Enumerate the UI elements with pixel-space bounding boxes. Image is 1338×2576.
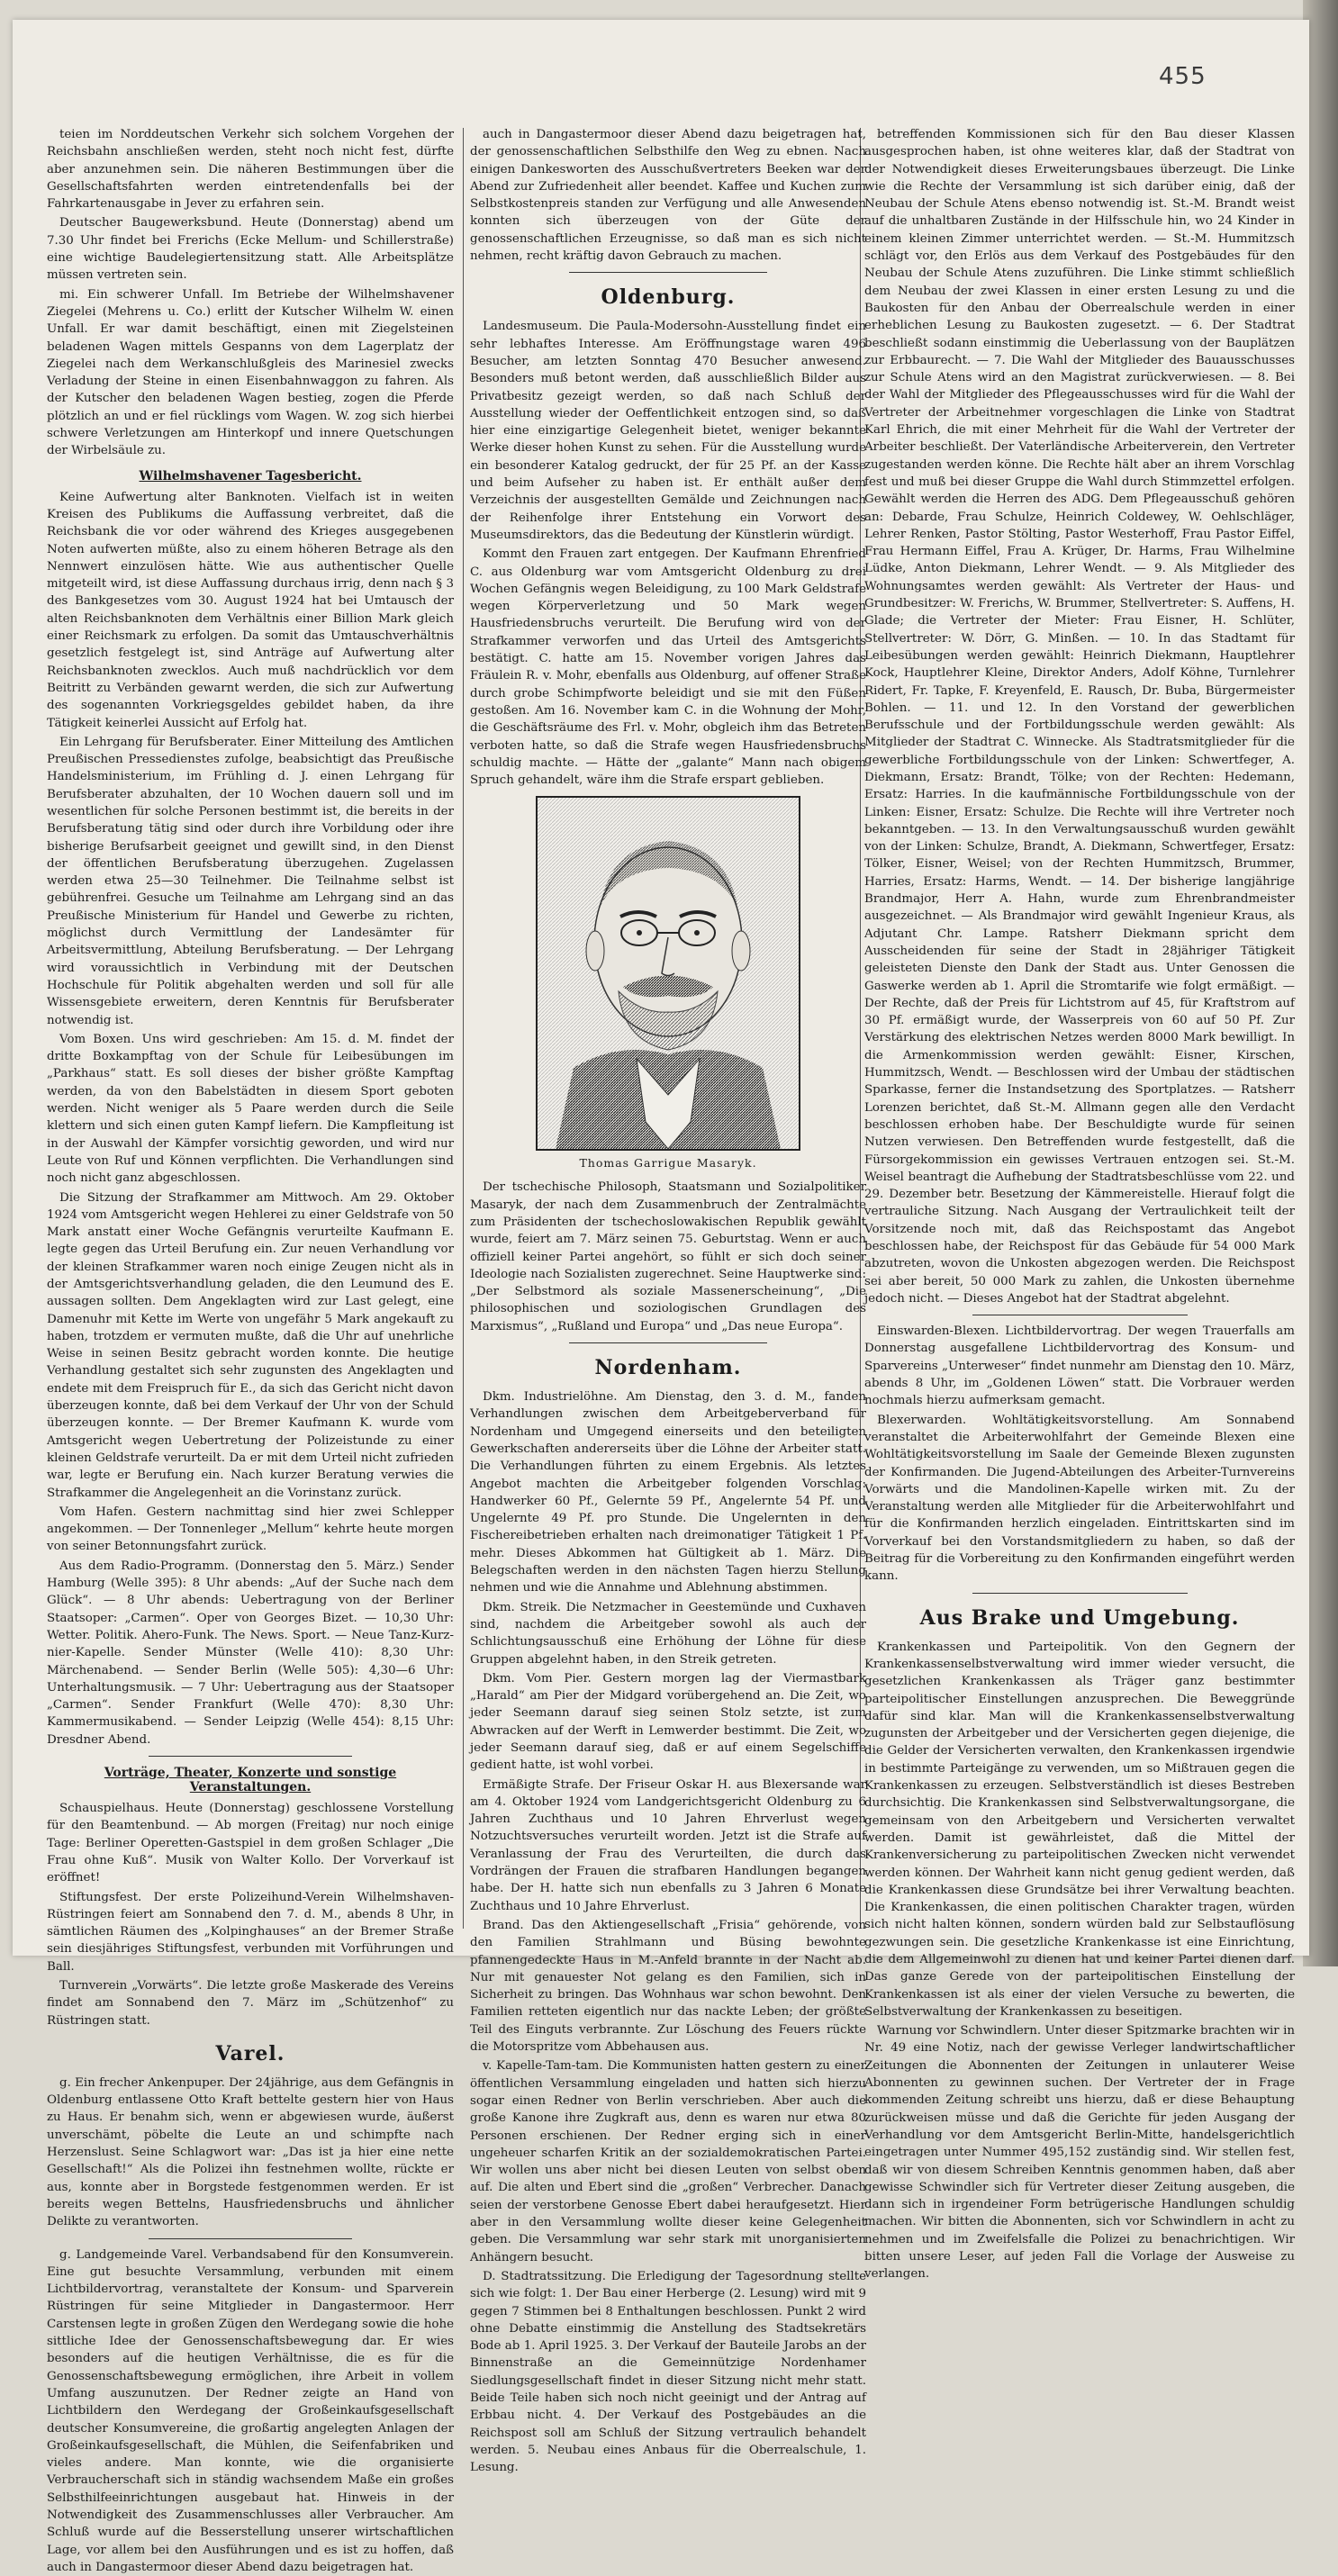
article-paragraph: Blexerwarden. Wohltätigkeitsvorstellung. Am Sonnabend veranstaltet die Arbeiterwohlfahrt der Gemeinde Blexen eine Wohltätigkeitsvorstellung im Saale der Gemeinde Blexen zugunsten der Konfirmanden. Die Jugend-Abteilungen des Arbeiter-Turnvereins Vorwärts und die Mandolinen-Kapelle wirken mit. Zu der Veranstaltung werden alle Mitglieder für die Arbeiterwohlfahrt und für die Konfirmanden herzlich eingeladen. Eintrittskarten sind im Vorverkauf bei den Vorstandsmitgliedern zu haben, so daß der Beitrag für die Vorbereitung zu den Konfirmanden eingeführt werden kann. bbox=[864, 1413, 1295, 1584]
article-paragraph: betreffenden Kommissionen sich für den Bau dieser Klassen ausgesprochen haben, ist ohne weiteres klar, daß der Stadtrat von der Notwendigkeit dieses Erweiterungsbaues überzeugt. Die Linke wie die Rechte der Versammlung ist sich darüber einig, daß der Neubau der Schule Atens ebenso notwendig ist. St.-M. Brandt weist auf die unhaltbaren Zustände in der Hilfsschule hin, wo 24 Kinder in einem kleinen Zimmer unterrichtet werden. — St.-M. Hummitzsch schlägt vor, den Erlös aus dem Verkauf des Postgebäudes für den Neubau der Schule Atens zuzuführen. Die Linke stimmt schließlich dem Neubau der zwei Klassen in einer ersten Lesung zu und die Baukosten für den Anbau der Oberrealschule werden in einer erheblichen Lesung zu Baukosten zugesetzt. — 6. Der Stadtrat beschließt sodann einstimmig die Ueberlassung von der Bauplätzen zur Erbbaurecht. — 7. Die Wahl der Mitglieder des Bauausschusses zur Schule Atens wird an den Magistrat zurückverwiesen. — 8. Bei der Wahl der Mitglieder des Pflegeausschusses wird für die Wahl der Vertreter der Arbeitnehmer vorgeschlagen die Linke von Stadtrat Karl Ehrich, die mit einer Mehrheit für die Wahl der Vertreter der Arbeiter beschließt. Der Vaterländische Arbeiterverein, den Vertreter zugestanden werden könne. Die Rechte hält aber an ihrem Vorschlag fest und muß bei dieser Gruppe die Wahl durch Stimmzettel erfolgen. Gewählt werden die Herren des ADG. Dem Pflegeausschuß gehören an: Debarde, Frau Schulze, Heinrich Coldewey, W. Oehlschläger, Lehrer Renken, Pastor Stölting, Pastor Westerhoff, Frau Pastor Eiffel, Frau Hermann Eiffel, Frau A. Krüger, Dr. Harms, Frau Wilhelmine Lüdke, Anton Diekmann, Lehrer Wendt. — 9. Als Mitglieder des Wohnungsamtes werden gewählt: Als Vertreter der Haus- und Grundbesitzer: W. Frerichs, W. Brummer, Stellvertreter: S. Auffens, H. Glade; die Vertreter der Mieter: Frau Eisner, H. Schlüter, Stellvertreter: W. Dörr, G. Minßen. — 10. In das Stadtamt für Leibesübungen werden gewählt: Heinrich Diekmann, Hauptlehrer Kock, Hauptlehrer Kleine, Direktor Anders, Adolf Köhne, Turnlehrer Ridert, Fr. Tapke, F. Kreyenfeld, E. Rausch, Dr. Buba, Bürgermeister Bohlen. — 11. und 12. In den Vorstand der gewerblichen Berufsschule und der Fortbildungsschule werden gewählt: Als Mitglieder der Stadtrat C. Winnecke. Als Stadtratsmitglieder für die gewerbliche Fortbildungsschule von der Linken: Schwertfeger, A. Diekmann, Ersatz: Brandt, Tölke; von der Rechten: Hedemann, Ersatz: Harries. In die kaufmännische Fortbildungsschule von der Linken: Eisner, Ersatz: Schulze. Die Rechte will ihre Vertreter noch bekanntgeben. — 13. In den Verwaltungsausschuß wurden gewählt von der Linken: Schulze, Brandt, A. Diekmann, Schwertfeger, Ersatz: Tölker, Eisner, Weisel; von der Rechten Hummitzsch, Brummer, Harries, Ersatz: Harms, Wendt. — 14. Der bisherige langjährige Brandmajor, Herr A. Hahn, wurde zum Ehrenbrandmeister ausgezeichnet. — Als Brandmajor wird gewählt Ingenieur Kraus, als Adjutant Chr. Lampe. Ratsherr Diekmann spricht dem Ausscheidenden für seine der Stadt in 28jähriger Tätigkeit geleisteten Dienste den Dank der Stadt aus. Unter Genossen die Gaswerke werden ab 1. April die Stromtarife wie folgt ermäßigt. — Der Rechte, daß der Preis für Lichtstrom auf 45, für Kraftstrom auf 30 Pf. ermäßigt wurde, der Wasserpreis von 60 auf 50 Pf. Zur Verstärkung des elektrischen Netzes werden 8000 Mark bewilligt. In die Armenkommission werden gewählt: Eisner, Kirschen, Hummitzsch, Wendt. — Beschlossen wird der Umbau der städtischen Sparkasse, ferner die Instandsetzung des Sportplatzes. — Ratsherr Lorenzen berichtet, daß St.-M. Allmann gegen alle den Verdacht beschlossen erhoben habe. Der Beschuldigte wurde für seinen Nutzen verwiesen. Den Betreffenden wurde festgestellt, daß die Fürsorgekommission ein gewisses Vertrauen entzogen sei. St.-M. Weisel beantragt die Aufhebung der Stadtratsbeschlüsse vom 22. und 29. Dezember betr. Besetzung der Kämmereistelle. Hierauf folgt die vertrauliche Sitzung. Nach Ausgang der Vertraulichkeit teilt der Vorsitzende noch mit, daß das Reichspostamt das Angebot beschlossen habe, der Reichspost für das Gebäude für 54 000 Mark abzutreten, wovon die Unkosten abgezogen werden. Die Reichspost sei aber bereit, 50 000 Mark zu zahlen, die Unkosten übernehme jedoch nicht. — Dieses Angebot hat der Stadtrat abgelehnt. bbox=[864, 128, 1295, 1306]
divider bbox=[149, 1756, 352, 1757]
divider bbox=[972, 1593, 1188, 1594]
section-heading-oldenburg: Oldenburg. bbox=[601, 285, 736, 310]
portrait-illustration bbox=[536, 796, 800, 1151]
article-paragraph: Brand. Das den Aktiengesellschaft „Frisia“ gehörende, von den Familien Strahlmann und Büsing bewohnte pfannengedeckte Haus in M.-Anfeld brannte in der Nacht ab. Nur mit genauester Not gelang es den Familien, sich in Sicherheit zu bringen. Das Wohnhaus war schon bewohnt. Den Familien retteten eigentlich nur das nackte Leben; der größte Teil des Einguts verbrannte. Zur Löschung des Feuers rückte die Motorspritze vom Abbehausen aus. bbox=[470, 1918, 866, 2055]
column-2 bbox=[470, 126, 866, 2475]
column-1 bbox=[47, 126, 454, 2574]
article-paragraph: g. Landgemeinde Varel. Verbandsabend für den Konsumverein. Eine gut besuchte Versammlung, verbunden mit einem Lichtbildervortrag, veranstaltete der Konsum- und Sparverein Rüstringen für seine Mitglieder in Dangastermoor. Herr Carstensen legte in großen Zügen den Werdegang sowie die hohe sittliche Idee der Genossenschaftsbewegung dar. Er wies besonders auf die heutigen Verhältnisse, die es für die Genossenschaftsbewegung ermöglichen, ihre Arbeit in vollem Umfang auszunutzen. Der Redner zeigte an Hand von Lichtbildern den Werdegang der Großeinkaufsgesellschaft deutscher Konsumvereine, die großartig angelegten Anlagen der Großeinkaufsgesellschaft, die Mühlen, die Seifenfabriken und vieles andere. Man konnte, wie die organisierte Verbraucherschaft sich in ständig wachsendem Maße ein großes Selbsthilfeeinrichtungen ausgebaut hat. Hinweis in der Notwendigkeit des Zusammenschlusses aller Verbraucher. Am Schluß wurde auf die Besserstellung unserer wirtschaftlichen Lage, vor allem bei den Ausführungen und es ist zu hoffen, daß auch in Dangastermoor dieser Abend dazu beigetragen hat. bbox=[47, 2247, 454, 2574]
article-paragraph: Kommt den Frauen zart entgegen. Der Kaufmann Ehrenfried C. aus Oldenburg war vom Amtsgericht Oldenburg zu drei Wochen Gefängnis wegen Beleidigung, zu 100 Mark Geldstrafe wegen Körperverletzung und 50 Mark wegen Hausfriedensbruchs verurteilt. Die Berufung wird von der Strafkammer verworfen und das Urteil des Amtsgerichts bestätigt. C. hatte am 15. November vorigen Jahres das Fräulein R. v. Mohr, ebenfalls aus Oldenburg, auf offener Straße durch grobe Schimpfworte beleidigt und sie mit den Füßen gestoßen. Am 16. November kam C. in die Wohnung der Mohr, die Geschäftsräume des Frl. v. Mohr, obgleich ihm das Betreten verboten hatte, so daß die Strafe wegen Hausfriedensbruchs schuldig machte. — Hätte der „galante“ Mann nach obigem Spruch gehandelt, wäre ihm die Strafe erspart geblieben. bbox=[470, 547, 866, 788]
article-paragraph: mi. Ein schwerer Unfall. Im Betriebe der Wilhelmshavener Ziegelei (Mehrens u. Co.) erlitt der Kutscher Wilhelm W. einen Unfall. Er war damit beschäftigt, einen mit Ziegelsteinen beladenen Wagen mittels Gespanns von dem Lagerplatz der Ziegelei nach dem Werkanschlußgleis des Marinesiel zwecks Verladung der Steine in einen Eisenbahnwaggon zu fahren. Als der Kutscher den beladenen Wagen bestieg, zogen die Pferde plötzlich an und er fiel rücklings vom Wagen. W. zog sich hierbei schwere Verletzungen am Hinterkopf und innere Quetschungen der Wirbelsäule zu. bbox=[47, 287, 454, 458]
article-paragraph: Krankenkassen und Parteipolitik. Von den Gegnern der Krankenkassenselbstverwaltung wird immer wieder versucht, die gesetzlichen Krankenkassen als Träger ganz bestimmter parteipolitischer Einstellungen anzusprechen. Die Beweggründe dafür sind klar. Man will die Krankenkassenselbstverwaltung zugunsten der Arbeitgeber und der Versicherten gegen diejenige, die die Gelder der Versicherten verwalten, den Krankenkassen irgendwie in bestimmte Parteigänge zu verwenden, um so Mißtrauen gegen die Krankenkassen zu erzeugen. Selbstverständlich ist dieses Bestreben durchsichtig. Die Krankenkassen sind Selbstverwaltungsorgane, die gemeinsam von den Arbeitgebern und Versicherten verwaltet werden. Damit ist gewährleistet, daß die Mittel der Krankenversicherung zu parteipolitischen Zwecken nicht verwendet werden können. Der Wahrheit kann nicht genug gedient werden, daß die Krankenkassen diese Grundsätze bei ihrer Verwaltung beachten. Die Krankenkassen, die einen politischen Charakter tragen, würden sich nicht halten können, sondern würden bald zur Selbstauflösung gezwungen sein. Die gesetzliche Krankenkasse ist eine Einrichtung, die dem Allgemeinwohl zu dienen hat und keiner Partei dienen darf. Das ganze Gerede von der parteipolitischen Einstellung der Krankenkassen ist als einer der vielen Versuche zu bewerten, die Selbstverwaltung der Krankenkassen zu beseitigen. bbox=[864, 1640, 1295, 2019]
article-paragraph: Einswarden-Blexen. Lichtbildervortrag. Der wegen Trauerfalls am Donnerstag ausgefallene Lichtbildervortrag des Konsum- und Sparvereins „Unterweser“ findet nunmehr am Dienstag den 10. März, abends 8 Uhr, im „Goldenen Löwen“ statt. Die Vorbrauer werden nochmals hierzu aufmerksam gemacht. bbox=[864, 1324, 1295, 1408]
divider bbox=[569, 272, 767, 273]
article-paragraph: Turnverein „Vorwärts“. Die letzte große Maskerade des Vereins findet am Sonnabend den 7. März im „Schützenhof“ zu Rüstringen statt. bbox=[47, 1978, 454, 2028]
section-heading-nordenham: Nordenham. bbox=[594, 1356, 742, 1380]
article-paragraph: Aus dem Radio-Programm. (Donnerstag den 5. März.) Sender Hamburg (Welle 395): 8 Uhr abends: „Auf der Suche nach dem Glück“. — 8 Uhr abends: Uebertragung von der Berliner Staatsoper: „Carmen“. Oper von Georges Bizet. — 10,30 Uhr: Wetter. Politik. Ahero-Funk. The News. Sport. — Neue Tanz-Kurz-nier-Kapelle. Sender Münster (Welle 410): 8,30 Uhr: Märchenabend. — Sender Berlin (Welle 505): 4,30—6 Uhr: Unterhaltungsmusik. — 7 Uhr: Uebertragung aus der Staatsoper „Carmen“. Sender Frankfurt (Welle 470): 8,30 Uhr: Kammermusikabend. — Sender Leipzig (Welle 454): 8,15 Uhr: Dresdner Abend. bbox=[47, 1559, 454, 1747]
portrait-masaryk-image bbox=[538, 798, 799, 1149]
article-paragraph: Die Sitzung der Strafkammer am Mittwoch. Am 29. Oktober 1924 vom Amtsgericht wegen Hehlerei zu einer Geldstrafe von 50 Mark anstatt einer Woche Gefängnis verurteilte Kaufmann E. legte gegen das Urteil Berufung ein. Zur neuen Verhandlung vor der kleinen Strafkammer waren noch einige Zeugen nicht als in der Amtsgerichtsverhandlung geladen, die den Leumund des E. aussagen sollten. Dem Angeklagten wird zur Last gelegt, eine Damenuhr mit Kette im Werte von ungefähr 5 Mark angekauft zu haben, trotzdem er vermuten mußte, daß die Uhr auf unehrliche Weise in seinen Besitz gebracht worden konnte. Die heutige Verhandlung gestaltet sich sehr zugunsten des Angeklagten und endete mit dem Freispruch für E., da sich das Gericht nicht davon überzeugen konnte, daß bei dem Verkauf der Uhr von der Schuld überzeugen konnte. — Der Bremer Kaufmann K. wurde vom Amtsgericht wegen Uebertretung der Polizeistunde zu einer kleinen Geldstrafe verurteilt. Da er mit dem Urteil nicht zufrieden war, legte er Berufung ein. Nach kurzer Beratung verwies die Strafkammer die Angelegenheit an die Vorinstanz zurück. bbox=[47, 1190, 454, 1500]
article-paragraph: g. Ein frecher Ankenpuper. Der 24jährige, aus dem Gefängnis in Oldenburg entlassene Otto Kraft bettelte gestern hier von Haus zu Haus. Er benahm sich, wenn er abgewiesen wurde, äußerst unverschämt, pöbelte die Leute an und schimpfte nach Herzenslust. Seine Schlagwort war: „Das ist ja hier eine nette Gesellschaft!“ Als die Polizei ihn festnehmen wollte, rückte er aus, konnte aber in Borgstede festgenommen werden. Er ist bereits wegen Bettelns, Hausfriedensbruchs und ähnlicher Delikte zu verantworten. bbox=[47, 2075, 454, 2229]
newspaper-page bbox=[13, 20, 1309, 2574]
article-paragraph: Dkm. Streik. Die Netzmacher in Geestemünde und Cuxhaven sind, nachdem die Arbeitgeber sowohl als auch der Schlichtungsausschuß eine Erhöhung der Löhne für diese Gruppen abgelehnt haben, in den Streik getreten. bbox=[470, 1600, 866, 1667]
article-paragraph: auch in Dangastermoor dieser Abend dazu beigetragen hat, der genossenschaftlichen Selbsthilfe den Weg zu ebnen. Nach einigen Dankesworten des Ausschußvertreters Beeken war der Abend zur Zufriedenheit aller beendet. Kaffee und Kuchen zum Selbstkostenpreis standen zur Verfügung und alle Anwesenden konnten sich überzeugen von der Güte der genossenschaftlichen Erzeugnisse, so daß man es sich nicht nehmen, recht kräftig davon Gebrauch zu machen. bbox=[470, 128, 866, 264]
article-paragraph: v. Kapelle-Tam-tam. Die Kommunisten hatten gestern zu einer öffentlichen Versammlung eingeladen und hatten sich hierzu sogar einen Redner von Berlin verschrieben. Aber auch die große Kanone ihre Zugkraft aus, denn es waren nur etwa 80 Personen erschienen. Der Redner erging sich in einer ungeheuer scharfen Kritik an der sozialdemokratischen Partei. Wir wollen uns aber nicht bei diesen Leuten von selbst oben auf. Die alten und Ebert sind die „großen“ Verbrecher. Danach seien der verstorbene Genosse Ebert dabei heraufgesetzt. Hier aber in den Versammlung wollte dieser keine Gelegenheit geben. Die Versammlung war sehr stark mit unorganisierten Anhängern besucht. bbox=[470, 2059, 866, 2264]
divider bbox=[569, 1342, 767, 1343]
page-number: 455 bbox=[1159, 63, 1207, 90]
article-paragraph: Dkm. Vom Pier. Gestern morgen lag der Viermastbark „Harald“ am Pier der Midgard vorübergehend an. Die Zeit, wo jeder Seemann darauf sieg seinen Stolz setzte, ist zum Abwracken auf der Werft in Lemwerder bestimmt. Die Zeit, wo jeder Seemann darauf sieg, daß er auf einem Segelschiffe gedient hatte, ist wohl vorbei. bbox=[470, 1671, 866, 1773]
divider bbox=[149, 2238, 352, 2239]
article-paragraph: Vom Boxen. Uns wird geschrieben: Am 15. d. M. findet der dritte Boxkampftag von der Schule für Leibesübungen im „Parkhaus“ statt. Es soll dieses der bisher größte Kampftag werden, da von den Babelstädten in diesem Sport geboten werden. Nicht weniger als 5 Paare werden durch die Seile klettern und sich einen guten Kampf liefern. Die Kampfleitung ist in der Auswahl der Kämpfer vorsichtig geworden, und wird nur Leute von Ruf und Können verpflichten. Die Verhandlungen sind noch nicht ganz abgeschlossen. bbox=[47, 1032, 454, 1186]
article-paragraph: teien im Norddeutschen Verkehr sich solchem Vorgehen der Reichsbahn anschließen werden, steht noch nicht fest, dürfte aber anzunehmen sein. Die näheren Bestimmungen über die Gesellschaftsfahrten werden eintretendenfalls bei der Fahrkartenausgabe in Jever zu erfahren sein. bbox=[47, 128, 454, 212]
article-paragraph: Vom Hafen. Gestern nachmittag sind hier zwei Schlepper angekommen. — Der Tonnenleger „Mellum“ kehrte heute morgen von seiner Betonnungsfahrt zurück. bbox=[47, 1505, 454, 1554]
portrait-caption: Thomas Garrigue Masaryk. bbox=[579, 1156, 757, 1170]
column-rule-1 bbox=[463, 128, 464, 1929]
article-paragraph: Schauspielhaus. Heute (Donnerstag) geschlossene Vorstellung für den Beamtenbund. — Ab morgen (Freitag) nur noch einige Tage: Berliner Operetten-Gastspiel in dem großen Schlager „Die Frau ohne Kuß“. Musik von Walter Kollo. Der Vorverkauf ist eröffnet! bbox=[47, 1802, 454, 1885]
article-paragraph: Ermäßigte Strafe. Der Friseur Oskar H. aus Blexersande war am 4. Oktober 1924 vom Landgerichtsgericht Oldenburg zu 6 Jahren Zuchthaus und 10 Jahren Ehrverlust wegen Notzuchtsversuches verurteilt worden. Jetzt ist die Strafe auf Veranlassung der Frau des Verurteilten, die durch das Vordrängen der Frauen die strafbaren Handlungen begangen habe. Der H. hatte sich nun ebenfalls zu 3 Jahren 6 Monate Zuchthaus und 10 Jahre Ehrverlust. bbox=[470, 1777, 866, 1913]
column-3 bbox=[864, 126, 1295, 2282]
section-heading-varel: Varel. bbox=[215, 2041, 285, 2065]
article-paragraph: Ein Lehrgang für Berufsberater. Einer Mitteilung des Amtlichen Preußischen Pressedienstes zufolge, beabsichtigt das Preußische Handelsministerium, im Frühling d. J. einen Lehrgang für Berufsberater abzuhalten, der 10 Wochen dauern soll und im wesentlichen für solche Personen bestimmt ist, die bereits in der Berufsberatung tätig sind oder durch ihre Vorbildung oder ihre bisherige Berufsarbeit geeignet und gewillt sind, in den Dienst der öffentlichen Berufsberatung überzugehen. Zugelassen werden etwa 25—30 Teilnehmer. Die Teilnahme selbst ist gebührenfrei. Gesuche um Teilnahme am Lehrgang sind an das Preußische Ministerium für Handel und Gewerbe zu richten, möglichst durch Vermittlung der Landesämter für Arbeitsvermittlung, Abteilung Berufsberatung. — Der Lehrgang wird voraussichtlich in Verbindung mit der Deutschen Hochschule für Politik abgehalten werden und soll für alle Wissensgebiete erweitern, deren Kenntnis für Berufsberater notwendig ist. bbox=[47, 735, 454, 1027]
article-paragraph: Keine Aufwertung alter Banknoten. Vielfach ist in weiten Kreisen des Publikums die Auffassung verbreitet, daß die Reichsbank die vor oder während des Krieges ausgegebenen Noten aufwerten müßte, also zu einem höheren Betrage als den Nennwert einzulösen hätte. Wie aus authentischer Quelle mitgeteilt wird, ist diese Auffassung durchaus irrig, denn nach § 3 des Bankgesetzes vom 30. August 1924 hat bei Umtausch der alten Reichsbanknoten dem Verhältnis einer Billion Mark gleich einer Reichsmark zu erfolgen. Da somit das Umtauschverhältnis gesetzlich festgelegt ist, sind Anträge auf Aufwertung alter Reichsbanknoten zwecklos. Auch muß nachdrücklich vor dem Beitritt zu Verbänden gewarnt werden, die sich zur Aufwertung des sogenannten Vorkriegsgeldes gebildet haben, da ihre Tätigkeit keinerlei Aussicht auf Erfolg hat. bbox=[47, 490, 454, 730]
article-paragraph: Stiftungsfest. Der erste Polizeihund-Verein Wilhelmshaven-Rüstringen feiert am Sonnabend den 7. d. M., abends 8 Uhr, in sämtlichen Räumen des „Kolpinghauses“ an der Bremer Straße sein diesjähriges Stiftungsfest, verbunden mit Vorführungen und Ball. bbox=[47, 1890, 454, 1974]
article-paragraph: Deutscher Baugewerksbund. Heute (Donnerstag) abend um 7.30 Uhr findet bei Frerichs (Ecke Mellum- und Schillerstraße) eine wichtige Baudelegiertensitzung statt. Alle Arbeitsplätze müssen vertreten sein. bbox=[47, 216, 454, 283]
section-heading-events: Vorträge, Theater, Konzerte und sonstige Veranstaltungen. bbox=[104, 1766, 397, 1795]
article-paragraph: Dkm. Industrielöhne. Am Dienstag, den 3. d. M., fanden Verhandlungen zwischen dem Arbeitgeberverband für Nordenham und Umgegend einerseits und den beteiligten Gewerkschaften andererseits über die Löhne der Arbeiter statt. Die Verhandlungen führten zu einem Ergebnis. Als letztes Angebot machten die Arbeitgeber folgenden Vorschlag: Handwerker 60 Pf., Gelernte 59 Pf., Angelernte 54 Pf. und Ungelernte 49 Pf. pro Stunde. Die Ungelernten in den Fischereibetrieben erhalten nach dreimonatiger Tätigkeit 1 Pf. mehr. Dieses Abkommen hat Gültigkeit ab 1. März. Die Belegschaften werden in den nächsten Tagen hierzu Stellung nehmen und wie die Annahme und Ablehnung abstimmen. bbox=[470, 1390, 866, 1595]
article-paragraph: Landesmuseum. Die Paula-Modersohn-Ausstellung findet ein sehr lebhaftes Interesse. Am Eröffnungstage waren 496 Besucher, am letzten Sonntag 470 Besucher anwesend. Besonders muß betont werden, daß ausschließlich Bilder aus Privatbesitz gezeigt werden, so daß nach Schluß der Ausstellung wieder der Oeffentlichkeit entzogen sind, so daß hier eine einzigartige Gelegenheit bietet, weniger bekannte Werke dieser hohen Kunst zu sehen. Für die Ausstellung wurde ein besonderer Katalog gedruckt, der für 25 Pf. an der Kasse und beim Aufseher zu haben ist. Er enthält außer dem Verzeichnis der ausgestellten Gemälde und Zeichnungen nach der Reihenfolge ihrer Entstehung ein Vorwort des Museumsdirektors, das die Bedeutung der Künstlerin würdigt. bbox=[470, 320, 866, 542]
article-paragraph: Warnung vor Schwindlern. Unter dieser Spitzmarke brachten wir in Nr. 49 eine Notiz, nach der gewisse Verleger landwirtschaftlicher Zeitungen die Abonnenten der Zeitungen in unlauterer Weise Abonnenten zu gewinnen suchen. Der Vertreter der in Frage kommenden Zeitung schreibt uns hierzu, daß er diese Behauptung zurückweisen müsse und daß die Gerichte für jeden Ausgang der Verhandlung vor dem Amtsgericht Berlin-Mitte, handelsgerichtlich eingetragen unter Nummer 495,152 zuständig sind. Wir stellen fest, daß wir von diesem Schreiben Kenntnis genommen haben, daß aber gewisse Schwindler sich für Vertreter dieser Zeitung ausgeben, die dann sich in irgendeiner Form betrügerische Handlungen schuldig machen. Wir bitten die Abonnenten, sich vor Schwindlern in acht zu nehmen und im Zweifelsfalle die Polizei zu benachrichtigen. Wir bitten unsere Leser, auf jeden Fall die Vorlage der Ausweise zu verlangen. bbox=[864, 2024, 1295, 2282]
section-heading-wilhelmshaven: Wilhelmshavener Tagesbericht. bbox=[139, 468, 362, 484]
section-heading-brake: Aus Brake und Umgebung. bbox=[919, 1605, 1240, 1630]
article-paragraph: Der tschechische Philosoph, Staatsmann und Sozialpolitiker Masaryk, der nach dem Zusammenbruch der Zentralmächte zum Präsidenten der tschechoslowakischen Republik gewählt wurde, feiert am 7. März seinen 75. Geburtstag. Wenn er auch offiziell keiner Partei angehört, so fühlt er sich doch seiner Ideologie nach Sozialisten zugerechnet. Seine Hauptwerke sind: „Der Selbstmord als soziale Massenerscheinung“, „Die philosophischen und soziologischen Grundlagen des Marxismus“, „Rußland und Europa“ und „Das neue Europa“. bbox=[470, 1180, 866, 1333]
article-paragraph: D. Stadtratssitzung. Die Erledigung der Tagesordnung stellte sich wie folgt: 1. Der Bau einer Herberge (2. Lesung) wird mit 9 gegen 7 Stimmen bei 8 Enthaltungen beschlossen. Punkt 2 wird ohne Debatte einstimmig die Anstellung des Stadtsekretärs Bode ab 1. April 1925. 3. Der Verkauf der Bauteile Jarobs an der Binnenstraße an die Gemeinnützige Nordenhamer Siedlungsgesellschaft findet in dieser Sitzung nicht mehr statt. Beide Teile haben sich noch nicht geeinigt und der Antrag auf Erbbau nicht. 4. Der Verkauf des Postgebäudes an die Reichspost soll am Schluß der Sitzung vertraulich behandelt werden. 5. Neubau eines Anbaus für die Oberrealschule, 1. Lesung. bbox=[470, 2269, 866, 2475]
